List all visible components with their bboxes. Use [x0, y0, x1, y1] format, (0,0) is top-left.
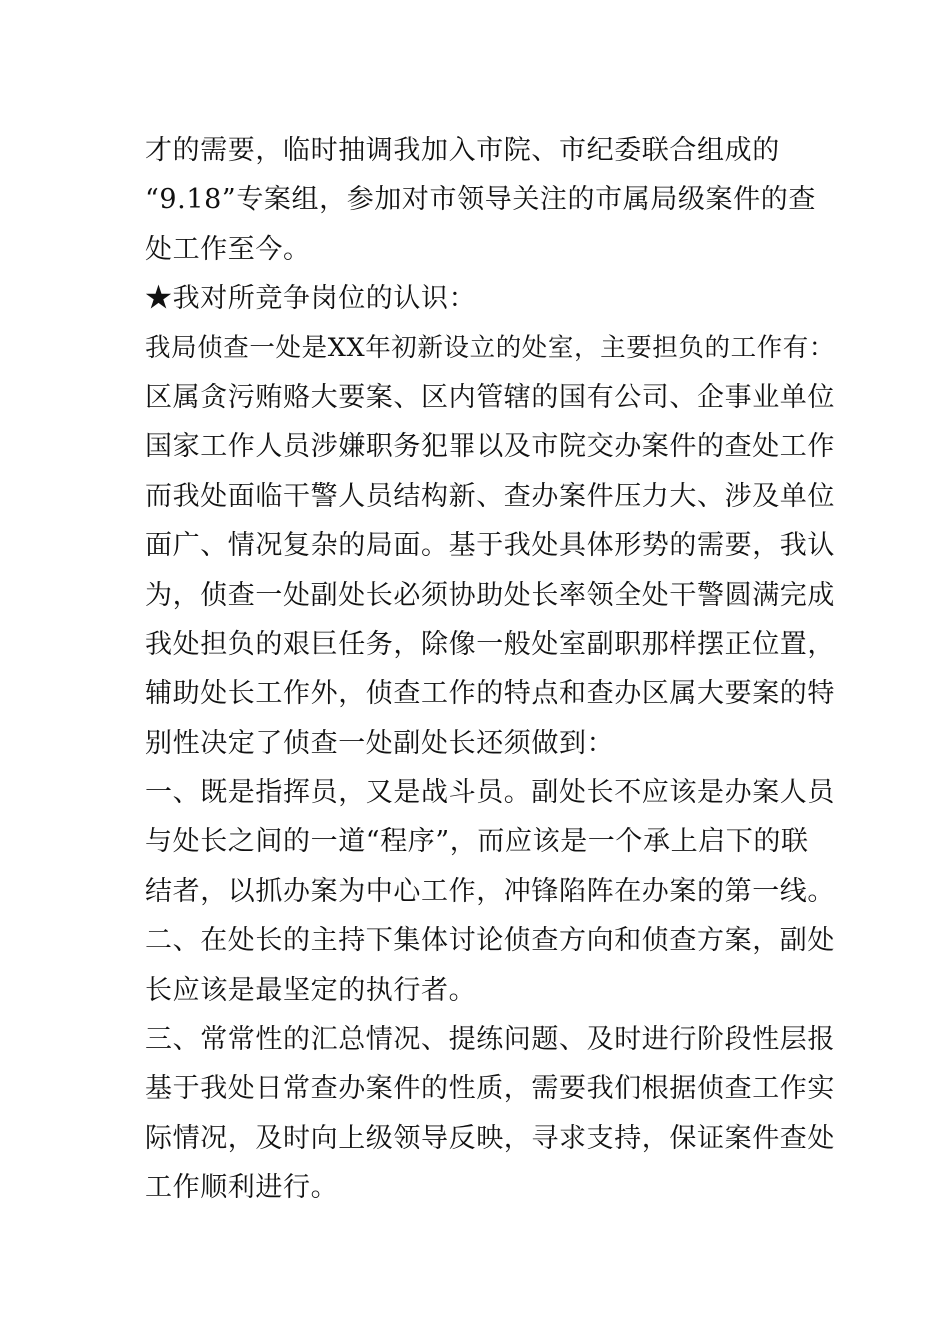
text-line: 面广、情况复杂的局面。基于我处具体形势的需要，我认 [145, 530, 835, 562]
text-line: 国家工作人员涉嫌职务犯罪以及市院交办案件的查处工作 [145, 431, 835, 463]
text-line: “9.18”专案组，参加对市领导关注的市属局级案件的查 [145, 184, 816, 216]
text-line: 与处长之间的一道“程序”，而应该是一个承上启下的联 [145, 826, 809, 858]
text-line: 才的需要，临时抽调我加入市院、市纪委联合组成的 [145, 135, 780, 166]
text-line: 别性决定了侦查一处副处长还须做到： [145, 727, 615, 759]
text-line: 工作顺利进行。 [145, 1172, 339, 1204]
text-line: 区属贪污贿赂大要案、区内管辖的国有公司、企事业单位 [145, 381, 835, 413]
text-line: 结者，以抓办案为中心工作，冲锋陷阵在办案的第一线。 [145, 875, 835, 907]
text-line: 我处担负的艰巨任务，除像一般处室副职那样摆正位置， [145, 628, 835, 660]
section-heading: ★我对所竞争岗位的认识： [145, 283, 477, 315]
text-line: 为，侦查一处副处长必须协助处长率领全处干警圆满完成 [145, 579, 835, 611]
list-item-2: 二、在处长的主持下集体讨论侦查方向和侦查方案，副处 [145, 925, 835, 957]
text-line: 我局侦查一处是XX年初新设立的处室，主要担负的工作有： [145, 332, 836, 363]
list-item-3: 三、常常性的汇总情况、提练问题、及时进行阶段性层报 [145, 1024, 835, 1056]
text-line: 际情况，及时向上级领导反映，寻求支持，保证案件查处 [145, 1122, 835, 1154]
text-line: 基于我处日常查办案件的性质，需要我们根据侦查工作实 [145, 1073, 835, 1105]
text-line: 长应该是最坚定的执行者。 [145, 974, 477, 1006]
text-line: 而我处面临干警人员结构新、查办案件压力大、涉及单位 [145, 480, 835, 512]
list-item-1: 一、既是指挥员，又是战斗员。副处长不应该是办案人员 [145, 777, 835, 809]
text-line: 处工作至今。 [145, 233, 311, 265]
text-line: 辅助处长工作外，侦查工作的特点和查办区属大要案的特 [145, 678, 835, 710]
body-text [145, 126, 845, 1213]
